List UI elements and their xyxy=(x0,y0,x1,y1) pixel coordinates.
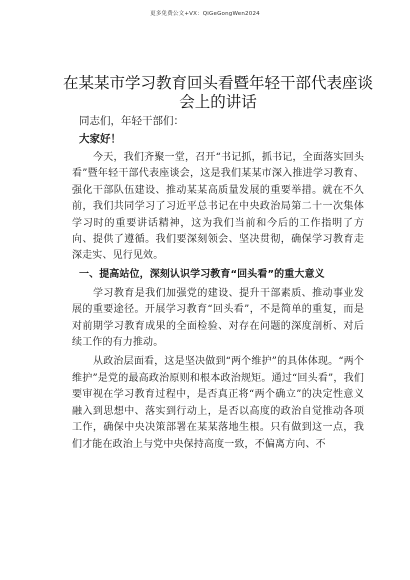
salutation: 同志们，年轻干部们： xyxy=(79,115,184,127)
document-body xyxy=(62,74,373,453)
intro-paragraph: 今天，我们齐聚一堂，召开“书记抓，抓书记，全面落实回头看”暨年轻干部代表座谈会，这是我们某某市深入推进学习教育、强化干部队伍建设、推动某某高质量发展的重要举措。就在不久前，我们共同学习了习近平总书记在中央政治局第二十一次集体学习时的重要讲话精神，这为我们当前和今后的工作指明了方向、提供了遵循。我们要深刻领会、坚决贯彻，确保学习教育走深走实、见行见效。 xyxy=(72,152,364,262)
greeting: 大家好！ xyxy=(79,133,121,145)
section-heading: 一、提高站位，深刻认识学习教育“回头看”的重大意义 xyxy=(79,268,325,280)
section-paragraph-2: 从政治层面看，这是坚决做到“两个维护”的具体体现。“两个维护”是党的最高政治原则和根本政治规矩。通过“回头看”，我们要审视在学习教育过程中，是否真正将“两个确立”的决定性意义融入到思想中、落实到行动上，是否以高度的政治自觉推动各项工作，确保中央决策部署在某某落地生根。只有做到这一点，我们才能在政治上与党中央保持高度一致，不偏离方向、不 xyxy=(72,356,364,450)
section-paragraph-1: 学习教育是我们加强党的建设、提升干部素质、推动事业发展的重要途径。开展学习教育“回头看”，不是简单的重复，而是对前期学习教育成果的全面检验、对存在问题的深度剖析、对后续工作的有力推动。 xyxy=(72,287,364,349)
watermark-text: 更多免费公文+VX：QiGeGongWen2024 xyxy=(150,11,260,17)
document-title: 在某某市学习教育回头看暨年轻干部代表座谈会上的讲话 xyxy=(62,74,373,111)
